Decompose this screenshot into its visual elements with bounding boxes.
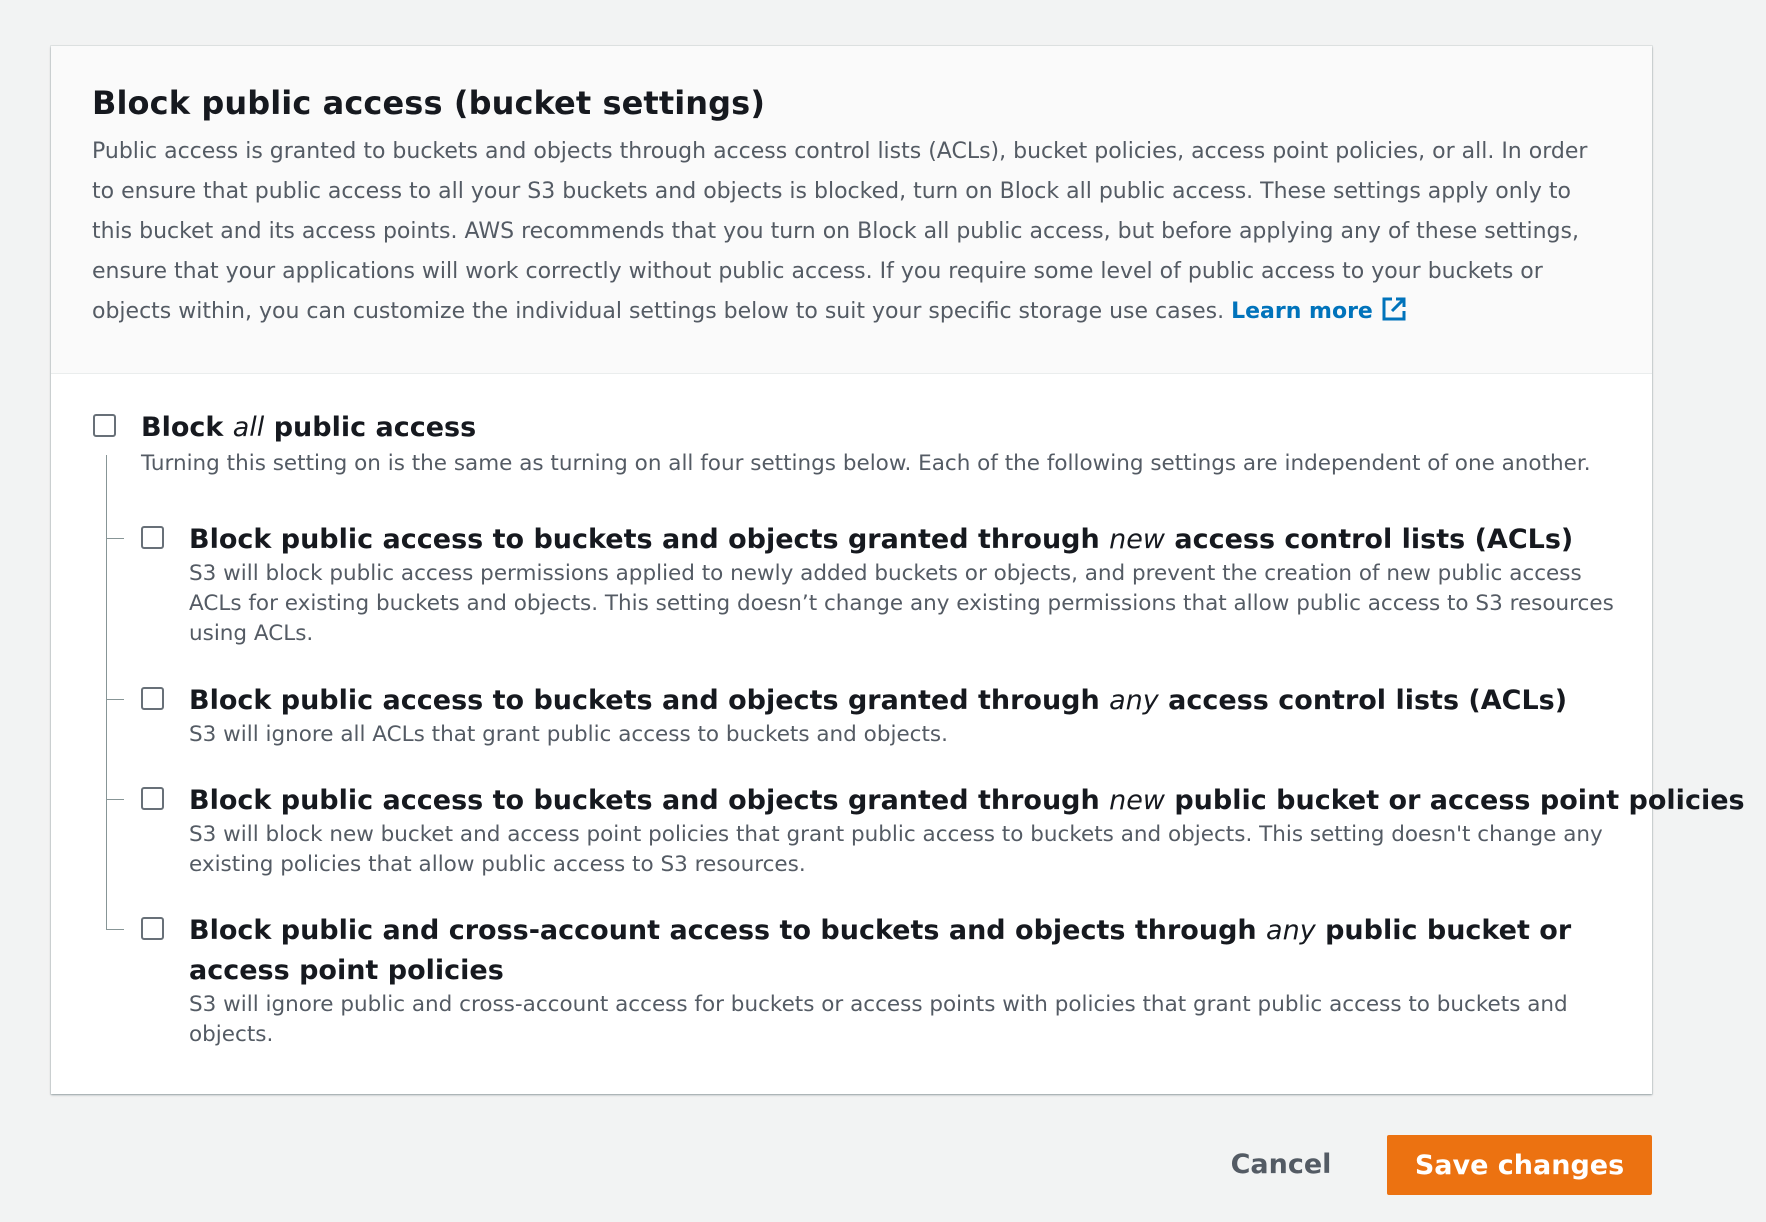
external-link-icon [1381, 296, 1407, 322]
option-4-label-pre: Block public and cross-account access to buckets and objects through [189, 915, 1267, 946]
option-4-label-post: public bucket or access point policies [189, 915, 1572, 986]
tree-connector-4 [106, 929, 124, 930]
option-1-label-post: access control lists (ACLs) [1164, 524, 1574, 555]
tree-connector-2 [106, 699, 124, 700]
option-4-label-em: any [1266, 915, 1316, 946]
block-new-acls-label [189, 520, 1573, 560]
block-any-policies-label [189, 911, 1589, 991]
block-all-label-em: all [232, 412, 265, 443]
block-new-acls-checkbox[interactable] [141, 526, 164, 549]
panel-description-text: Public access is granted to buckets and objects through access control lists (ACLs), bucket policies, access point policies, or all. In order to ensure that public access to all your S3 buckets and objects is blocked, turn on Block all public access. These settings apply only to this bucket and its access points. AWS recommends that you turn on Block all public access, but before applying any of these settings, ensure that your applications will work correctly without public access. If you require some level of public access to your buckets or objects within, you can customize the individual settings below to suit your specific storage use cases. [92, 139, 1588, 324]
option-3-label-pre: Block public access to buckets and objects granted through [189, 785, 1110, 816]
option-1-label-em: new [1109, 524, 1165, 555]
block-any-policies-description: S3 will ignore public and cross-account access for buckets or access points with policies that grant public access to buckets and objects. [189, 992, 1568, 1047]
block-new-policies-checkbox[interactable] [141, 787, 164, 810]
tree-connector-vertical [106, 455, 107, 929]
panel-header [51, 46, 1652, 374]
block-all-public-access-checkbox[interactable] [93, 414, 116, 437]
block-new-policies-label [189, 781, 1745, 821]
learn-more-link[interactable] [1231, 299, 1407, 324]
block-all-public-access-description: Turning this setting on is the same as turning on all four settings below. Each of the following settings are independent of one another. [141, 451, 1591, 476]
block-any-acls-checkbox[interactable] [141, 687, 164, 710]
block-all-label-post: public access [264, 412, 477, 443]
option-3-label-post: public bucket or access point policies [1164, 785, 1745, 816]
block-new-acls-description: S3 will block public access permissions applied to newly added buckets or objects, and prevent the creation of new public access ACLs for existing buckets and objects. This setting doesn’t change any existing permissions that allow public access to S3 resources using ACLs. [189, 561, 1614, 646]
learn-more-label: Learn more [1231, 299, 1373, 324]
option-3-label-em: new [1109, 785, 1165, 816]
option-2-label-em: any [1109, 685, 1159, 716]
cancel-button[interactable]: Cancel [1230, 1149, 1332, 1180]
option-2-label-pre: Block public access to buckets and objects granted through [189, 685, 1110, 716]
option-1-label-pre: Block public access to buckets and objects granted through [189, 524, 1110, 555]
save-changes-button[interactable]: Save changes [1387, 1135, 1652, 1195]
panel-description [92, 132, 1602, 332]
block-any-policies-checkbox[interactable] [141, 917, 164, 940]
block-all-public-access-label [141, 408, 476, 448]
tree-connector-3 [106, 799, 124, 800]
block-all-label-pre: Block [141, 412, 233, 443]
block-new-policies-description: S3 will block new bucket and access point policies that grant public access to buckets and objects. This setting doesn't change any existing policies that allow public access to S3 resources. [189, 822, 1603, 877]
block-any-acls-label [189, 681, 1567, 721]
option-2-label-post: access control lists (ACLs) [1158, 685, 1568, 716]
tree-connector-1 [106, 538, 124, 539]
panel-title: Block public access (bucket settings) [92, 84, 766, 122]
block-any-acls-description: S3 will ignore all ACLs that grant public access to buckets and objects. [189, 722, 948, 747]
